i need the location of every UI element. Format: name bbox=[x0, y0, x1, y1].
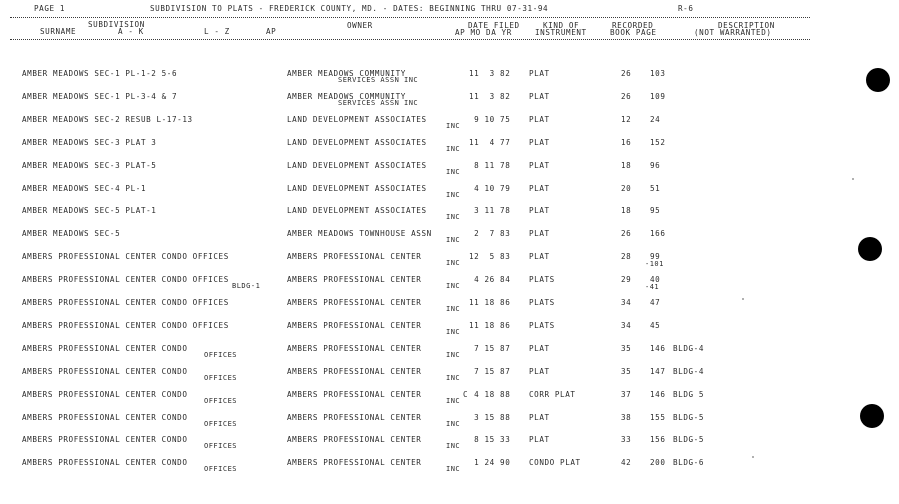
col-kind: KIND OF bbox=[543, 21, 580, 30]
owner-name-cont: SERVICES ASSN INC bbox=[338, 76, 419, 84]
subdivision-name: AMBER MEADOWS SEC-3 PLAT 3 bbox=[22, 138, 157, 147]
page-number-cell: 156 bbox=[650, 435, 666, 444]
col-description: DESCRIPTION bbox=[718, 21, 775, 30]
date-filed: 2 7 83 bbox=[469, 229, 511, 238]
page-number-cell: 152 bbox=[650, 138, 666, 147]
page-number-cell: 24 bbox=[650, 115, 661, 124]
subdivision-name: AMBERS PROFESSIONAL CENTER CONDO OFFICES bbox=[22, 298, 229, 307]
owner-name: AMBERS PROFESSIONAL CENTER bbox=[287, 275, 422, 284]
date-filed: 9 10 75 bbox=[469, 115, 511, 124]
col-owner: OWNER bbox=[347, 21, 373, 30]
punch-hole bbox=[866, 68, 890, 92]
book-number: 35 bbox=[621, 344, 632, 353]
owner-name-cont: INC bbox=[446, 305, 461, 313]
book-number: 18 bbox=[621, 161, 632, 170]
page-number-cell: 109 bbox=[650, 92, 666, 101]
owner-name-cont: INC bbox=[446, 122, 461, 130]
subdivision-name: AMBER MEADOWS SEC-5 PLAT-1 bbox=[22, 206, 157, 215]
date-filed: 4 18 88 bbox=[469, 390, 511, 399]
description: BLDG-4 bbox=[673, 367, 705, 376]
owner-name-cont: INC bbox=[446, 282, 461, 290]
owner-name-cont: INC bbox=[446, 213, 461, 221]
description: BLDG-5 bbox=[673, 435, 705, 444]
owner-name-cont: INC bbox=[446, 420, 461, 428]
book-number: 26 bbox=[621, 92, 632, 101]
date-filed: 12 5 83 bbox=[469, 252, 511, 261]
subdivision-name: AMBER MEADOWS SEC-4 PL-1 bbox=[22, 184, 147, 193]
book-number: 26 bbox=[621, 229, 632, 238]
owner-name: AMBERS PROFESSIONAL CENTER bbox=[287, 435, 422, 444]
date-filed: 1 24 90 bbox=[469, 458, 511, 467]
instrument-kind: PLAT bbox=[529, 344, 550, 353]
owner-name: LAND DEVELOPMENT ASSOCIATES bbox=[287, 115, 427, 124]
owner-name-cont: INC bbox=[446, 236, 461, 244]
instrument-kind: PLAT bbox=[529, 413, 550, 422]
subdivision-name: AMBER MEADOWS SEC-5 bbox=[22, 229, 121, 238]
page-number-cell: 146 bbox=[650, 344, 666, 353]
description: BLDG-4 bbox=[673, 344, 705, 353]
page-number-cell: 200 bbox=[650, 458, 666, 467]
instrument-kind: PLAT bbox=[529, 367, 550, 376]
subdivision-name: AMBERS PROFESSIONAL CENTER CONDO OFFICES bbox=[22, 252, 229, 261]
page-number-cell: 103 bbox=[650, 69, 666, 78]
owner-name-cont: INC bbox=[446, 374, 461, 382]
col-date-sub: AP MO DA YR bbox=[455, 28, 512, 37]
scan-speck bbox=[852, 178, 854, 180]
subdivision-name-cont: OFFICES bbox=[204, 397, 238, 405]
owner-name: AMBERS PROFESSIONAL CENTER bbox=[287, 367, 422, 376]
instrument-kind: PLAT bbox=[529, 161, 550, 170]
instrument-kind: PLATS bbox=[529, 321, 555, 330]
subdivision-name: AMBERS PROFESSIONAL CENTER CONDO bbox=[22, 367, 188, 376]
page-number-cell: 146 bbox=[650, 390, 666, 399]
owner-name: LAND DEVELOPMENT ASSOCIATES bbox=[287, 206, 427, 215]
owner-name: AMBERS PROFESSIONAL CENTER bbox=[287, 344, 422, 353]
subdivision-name: AMBER MEADOWS SEC-2 RESUB L-17-13 bbox=[22, 115, 193, 124]
book-number: 16 bbox=[621, 138, 632, 147]
owner-name: AMBER MEADOWS COMMUNITY bbox=[287, 92, 406, 101]
page-number-cell: 155 bbox=[650, 413, 666, 422]
punch-hole bbox=[858, 237, 882, 261]
owner-name: LAND DEVELOPMENT ASSOCIATES bbox=[287, 184, 427, 193]
instrument-kind: PLAT bbox=[529, 92, 550, 101]
description: BLDG 5 bbox=[673, 390, 705, 399]
subdivision-name: AMBERS PROFESSIONAL CENTER CONDO OFFICES bbox=[22, 275, 229, 284]
subdivision-name: AMBERS PROFESSIONAL CENTER CONDO bbox=[22, 458, 188, 467]
page-number-cell: 51 bbox=[650, 184, 661, 193]
report-code: R-6 bbox=[678, 4, 694, 13]
col-range-l-z: L - Z bbox=[204, 27, 230, 36]
book-number: 26 bbox=[621, 69, 632, 78]
col-date-filed: DATE FILED bbox=[468, 21, 520, 30]
date-filed: 11 3 82 bbox=[469, 92, 511, 101]
subdivision-name: AMBER MEADOWS SEC-1 PL-3-4 & 7 bbox=[22, 92, 178, 101]
description: BLDG-5 bbox=[673, 413, 705, 422]
col-subdivision: SUBDIVISION bbox=[88, 20, 145, 29]
punch-hole bbox=[860, 404, 884, 428]
owner-name-cont: INC bbox=[446, 465, 461, 473]
ap-flag: C bbox=[463, 390, 469, 399]
scan-speck bbox=[752, 456, 754, 458]
page-number-cont: -41 bbox=[645, 283, 660, 291]
page-number-cell: 166 bbox=[650, 229, 666, 238]
owner-name: AMBERS PROFESSIONAL CENTER bbox=[287, 413, 422, 422]
subdivision-name: AMBERS PROFESSIONAL CENTER CONDO bbox=[22, 344, 188, 353]
instrument-kind: PLATS bbox=[529, 298, 555, 307]
col-ap: AP bbox=[266, 27, 277, 36]
owner-name: AMBERS PROFESSIONAL CENTER bbox=[287, 298, 422, 307]
subdivision-name: AMBER MEADOWS SEC-3 PLAT-5 bbox=[22, 161, 157, 170]
owner-name: LAND DEVELOPMENT ASSOCIATES bbox=[287, 161, 427, 170]
date-filed: 11 4 77 bbox=[469, 138, 511, 147]
owner-name: AMBERS PROFESSIONAL CENTER bbox=[287, 390, 422, 399]
book-number: 35 bbox=[621, 367, 632, 376]
book-number: 42 bbox=[621, 458, 632, 467]
subdivision-name-cont: OFFICES bbox=[204, 351, 238, 359]
owner-name-cont: INC bbox=[446, 168, 461, 176]
instrument-kind: CONDO PLAT bbox=[529, 458, 581, 467]
subdivision-name: AMBER MEADOWS SEC-1 PL-1-2 5-6 bbox=[22, 69, 178, 78]
page-number-cell: 95 bbox=[650, 206, 661, 215]
owner-name-cont: INC bbox=[446, 442, 461, 450]
owner-name-cont: INC bbox=[446, 191, 461, 199]
owner-name-cont: INC bbox=[446, 397, 461, 405]
subdivision-name-cont: OFFICES bbox=[204, 442, 238, 450]
instrument-kind: PLAT bbox=[529, 252, 550, 261]
col-range-a-k: A - K bbox=[118, 27, 144, 36]
page-number-cell: 40 bbox=[650, 275, 661, 284]
instrument-kind: PLAT bbox=[529, 138, 550, 147]
description: BLDG-6 bbox=[673, 458, 705, 467]
header-rule-top bbox=[10, 17, 810, 18]
subdivision-name: AMBERS PROFESSIONAL CENTER CONDO bbox=[22, 413, 188, 422]
page-number-cell: 45 bbox=[650, 321, 661, 330]
page-number-cell: 96 bbox=[650, 161, 661, 170]
report-title: SUBDIVISION TO PLATS - FREDERICK COUNTY, MD. - DATES: BEGINNING THRU 07-31-94 bbox=[150, 4, 549, 13]
date-filed: 8 15 33 bbox=[469, 435, 511, 444]
subdivision-name-cont: OFFICES bbox=[204, 420, 238, 428]
owner-name: AMBER MEADOWS COMMUNITY bbox=[287, 69, 406, 78]
date-filed: 8 11 78 bbox=[469, 161, 511, 170]
owner-name-cont: INC bbox=[446, 145, 461, 153]
page-number-cell: 99 bbox=[650, 252, 661, 261]
date-filed: 7 15 87 bbox=[469, 367, 511, 376]
book-number: 34 bbox=[621, 321, 632, 330]
book-number: 28 bbox=[621, 252, 632, 261]
subdivision-name-cont: BLDG-1 bbox=[232, 282, 261, 290]
header-rule-bottom bbox=[10, 39, 810, 40]
book-number: 20 bbox=[621, 184, 632, 193]
owner-name: LAND DEVELOPMENT ASSOCIATES bbox=[287, 138, 427, 147]
instrument-kind: PLAT bbox=[529, 435, 550, 444]
owner-name: AMBER MEADOWS TOWNHOUSE ASSN bbox=[287, 229, 432, 238]
owner-name: AMBERS PROFESSIONAL CENTER bbox=[287, 252, 422, 261]
owner-name-cont: INC bbox=[446, 351, 461, 359]
book-number: 38 bbox=[621, 413, 632, 422]
date-filed: 11 3 82 bbox=[469, 69, 511, 78]
book-number: 37 bbox=[621, 390, 632, 399]
instrument-kind: CORR PLAT bbox=[529, 390, 576, 399]
subdivision-name-cont: OFFICES bbox=[204, 374, 238, 382]
subdivision-name: AMBERS PROFESSIONAL CENTER CONDO bbox=[22, 390, 188, 399]
col-surname: SURNAME bbox=[40, 27, 77, 36]
instrument-kind: PLAT bbox=[529, 229, 550, 238]
subdivision-name-cont: OFFICES bbox=[204, 465, 238, 473]
owner-name-cont: SERVICES ASSN INC bbox=[338, 99, 419, 107]
book-number: 18 bbox=[621, 206, 632, 215]
date-filed: 4 10 79 bbox=[469, 184, 511, 193]
instrument-kind: PLAT bbox=[529, 69, 550, 78]
owner-name: AMBERS PROFESSIONAL CENTER bbox=[287, 458, 422, 467]
book-number: 34 bbox=[621, 298, 632, 307]
book-number: 12 bbox=[621, 115, 632, 124]
book-number: 29 bbox=[621, 275, 632, 284]
instrument-kind: PLAT bbox=[529, 206, 550, 215]
owner-name: AMBERS PROFESSIONAL CENTER bbox=[287, 321, 422, 330]
owner-name-cont: INC bbox=[446, 259, 461, 267]
instrument-kind: PLATS bbox=[529, 275, 555, 284]
date-filed: 7 15 87 bbox=[469, 344, 511, 353]
page-number-cell: 47 bbox=[650, 298, 661, 307]
date-filed: 3 15 88 bbox=[469, 413, 511, 422]
date-filed: 4 26 84 bbox=[469, 275, 511, 284]
date-filed: 3 11 78 bbox=[469, 206, 511, 215]
col-description-sub: (NOT WARRANTED) bbox=[694, 28, 772, 37]
col-recorded-sub: BOOK PAGE bbox=[610, 28, 657, 37]
instrument-kind: PLAT bbox=[529, 115, 550, 124]
subdivision-name: AMBERS PROFESSIONAL CENTER CONDO OFFICES bbox=[22, 321, 229, 330]
page-number-cont: -101 bbox=[645, 260, 664, 268]
subdivision-name: AMBERS PROFESSIONAL CENTER CONDO bbox=[22, 435, 188, 444]
owner-name-cont: INC bbox=[446, 328, 461, 336]
col-kind-sub: INSTRUMENT bbox=[535, 28, 587, 37]
col-recorded: RECORDED bbox=[612, 21, 654, 30]
date-filed: 11 18 86 bbox=[469, 298, 511, 307]
page-number-cell: 147 bbox=[650, 367, 666, 376]
book-number: 33 bbox=[621, 435, 632, 444]
page-number: PAGE 1 bbox=[34, 4, 66, 13]
scan-speck bbox=[742, 298, 744, 300]
date-filed: 11 18 86 bbox=[469, 321, 511, 330]
instrument-kind: PLAT bbox=[529, 184, 550, 193]
